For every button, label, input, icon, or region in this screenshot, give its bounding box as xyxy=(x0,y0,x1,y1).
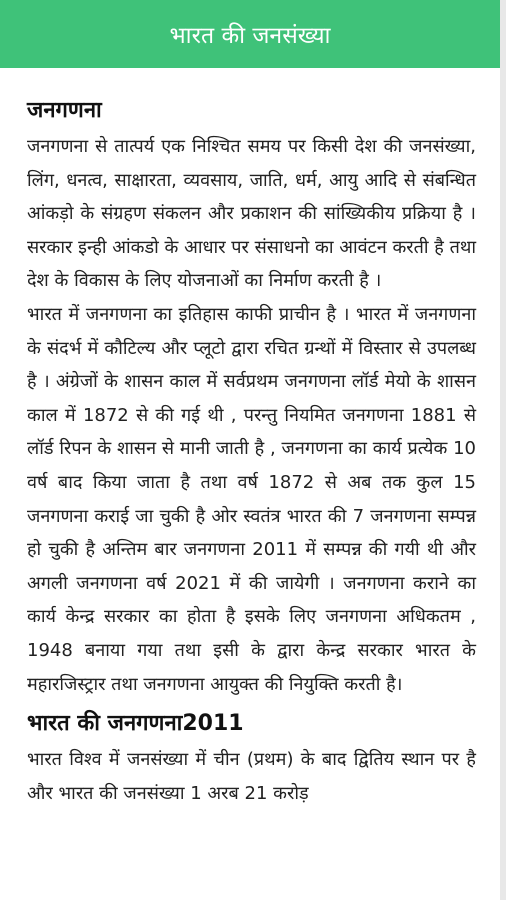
scroll-edge[interactable] xyxy=(500,0,506,900)
article-content[interactable] xyxy=(0,68,500,900)
section-census-2011 xyxy=(27,707,476,810)
app-title: भारत की जनसंख्या xyxy=(169,23,331,49)
section-census xyxy=(27,94,476,701)
section-heading: भारत की जनगणना2011 xyxy=(27,711,244,737)
section-heading: जनगणना xyxy=(27,98,102,123)
paragraph: जनगणना से तात्पर्य एक निश्चित समय पर किसी देश की जनसंख्या, लिंग, धनत्व, साक्षारता, व्यवसाय, जाति, धर्म, आयु आदि से संबन्धित आंकड़ो के संग्रहण संकलन और प्रकाशन की सांख्यिकीय प्रक्रिया है । सरकार इन्ही आंकडो के आधार पर संसाधनो का आवंटन करती है तथा देश के विकास के लिए योजनाओं का निर्माण करती है । xyxy=(27,136,476,292)
paragraph: भारत विश्व में जनसंख्या में चीन (प्रथम) के बाद द्वितिय स्थान पर है और भारत की जनसंख्या 1 अरब 21 करोड़ xyxy=(27,749,476,804)
paragraph: भारत में जनगणना का इतिहास काफी प्राचीन है । भारत में जनगणना के संदर्भ में कौटिल्य और प्लूटो द्वारा रचित ग्रन्थों में विस्तार से उपलब्ध है । अंग्रेजों के शासन काल में सर्वप्रथम जनगणना लॉर्ड मेयो के शासन काल में 1872 से की गई थी , परन्तु नियमित जनगणना 1881 से लॉर्ड रिपन के शासन से मानी जाती है , जनगणना का कार्य प्रत्येक 10 वर्ष बाद किया जाता है तथा वर्ष 1872 से अब तक कुल 15 जनगणना कराई जा चुकी है ओर स्वतंत्र भारत की 7 जनगणना सम्पन्न हो चुकी है अन्तिम बार जनगणना 2011 में सम्पन्न की गयी थी और अगली जनगणना वर्ष 2021 में की जायेगी । जनगणना कराने का कार्य केन्द्र सरकार का होता है इसके लिए जनगणना अधिकतम , 1948 बनाया गया तथा इसी के द्वारा केन्द्र सरकार भारत के महारजिस्ट्रार तथा जनगणना आयुक्त की नियुक्ति करती है। xyxy=(27,303,476,695)
app-bar xyxy=(0,0,500,68)
